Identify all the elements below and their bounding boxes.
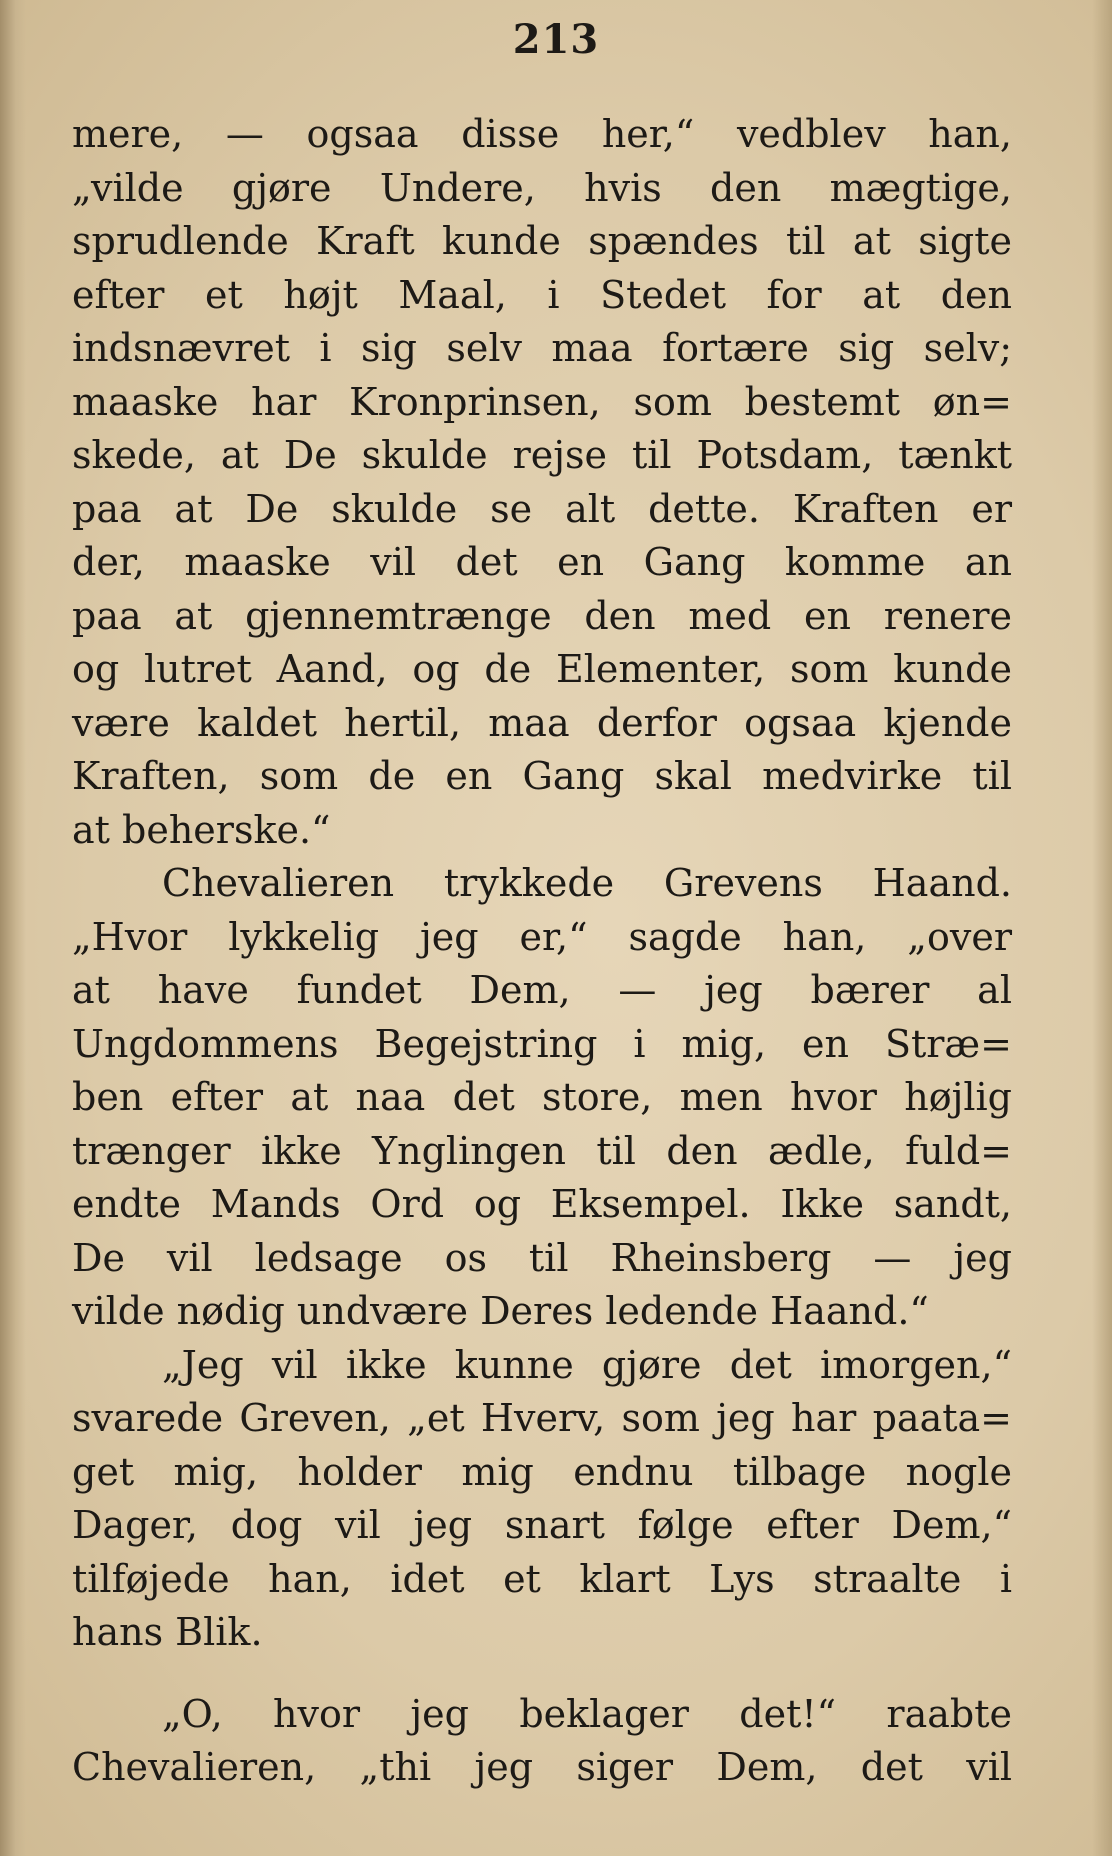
text-line: skede, at De skulde rejse til Potsdam, tænkt xyxy=(72,433,1012,477)
text-line: Chevalieren trykkede Grevens Haand. xyxy=(162,861,1012,905)
text-line: og lutret Aand, og de Elementer, som kunde xyxy=(72,647,1012,691)
text-line: tilføjede han, idet et klart Lys straalte i xyxy=(72,1556,1012,1601)
text-line: at beherske.“ xyxy=(72,807,331,852)
page-right-shadow xyxy=(1092,0,1112,1856)
text-line: indsnævret i sig selv maa fortære sig selv; xyxy=(72,326,1012,370)
text-line: paa at gjennemtrænge den med en renere xyxy=(72,593,1012,638)
page-left-shadow xyxy=(0,0,26,1856)
text-line: „vilde gjøre Undere, hvis den mægtige, xyxy=(72,165,1012,210)
text-line: mere, — ogsaa disse her,“ vedblev han, xyxy=(72,112,1012,156)
text-line: paa at De skulde se alt dette. Kraften er xyxy=(72,486,1012,531)
text-line: trænger ikke Ynglingen til den ædle, fuld= xyxy=(72,1128,1012,1173)
text-line: maaske har Kronprinsen, som bestemt øn= xyxy=(72,379,1012,424)
paragraph-gap xyxy=(72,1660,1012,1688)
text-line: De vil ledsage os til Rheinsberg — jeg xyxy=(72,1235,1012,1280)
text-line: endte Mands Ord og Eksempel. Ikke sandt, xyxy=(72,1182,1012,1226)
text-line: Ungdommens Begejstring i mig, en Stræ= xyxy=(72,1021,1012,1066)
paragraph-1 xyxy=(72,108,1012,857)
text-line: hans Blik. xyxy=(72,1610,263,1654)
text-line: ben efter at naa det store, men hvor højlig xyxy=(72,1075,1012,1119)
paragraph-4 xyxy=(72,1688,1012,1795)
text-line: svarede Greven, „et Hverv, som jeg har paata= xyxy=(72,1396,1012,1440)
text-line: Dager, dog vil jeg snart følge efter Dem,“ xyxy=(72,1503,1012,1547)
text-line: efter et højt Maal, i Stedet for at den xyxy=(72,272,1012,317)
text-line: Chevalieren, „thi jeg siger Dem, det vil xyxy=(72,1745,1012,1789)
paragraph-3 xyxy=(72,1339,1012,1660)
text-line: sprudlende Kraft kunde spændes til at sigte xyxy=(72,219,1012,263)
page-number: 213 xyxy=(512,16,600,63)
text-line: Kraften, som de en Gang skal medvirke til xyxy=(72,754,1012,798)
text-line: at have fundet Dem, — jeg bærer al xyxy=(72,968,1012,1012)
text-line: der, maaske vil det en Gang komme an xyxy=(72,540,1012,584)
text-line: „Jeg vil ikke kunne gjøre det imorgen,“ xyxy=(162,1342,1012,1387)
paragraph-2 xyxy=(72,857,1012,1339)
text-line: „O, hvor jeg beklager det!“ raabte xyxy=(162,1691,1012,1736)
text-line: get mig, holder mig endnu tilbage nogle xyxy=(72,1449,1012,1494)
text-line: „Hvor lykkelig jeg er,“ sagde han, „over xyxy=(72,914,1012,959)
body-text xyxy=(72,108,1012,1795)
text-line: være kaldet hertil, maa derfor ogsaa kjende xyxy=(72,700,1012,745)
text-line: vilde nødig undvære Deres ledende Haand.“ xyxy=(72,1289,929,1333)
